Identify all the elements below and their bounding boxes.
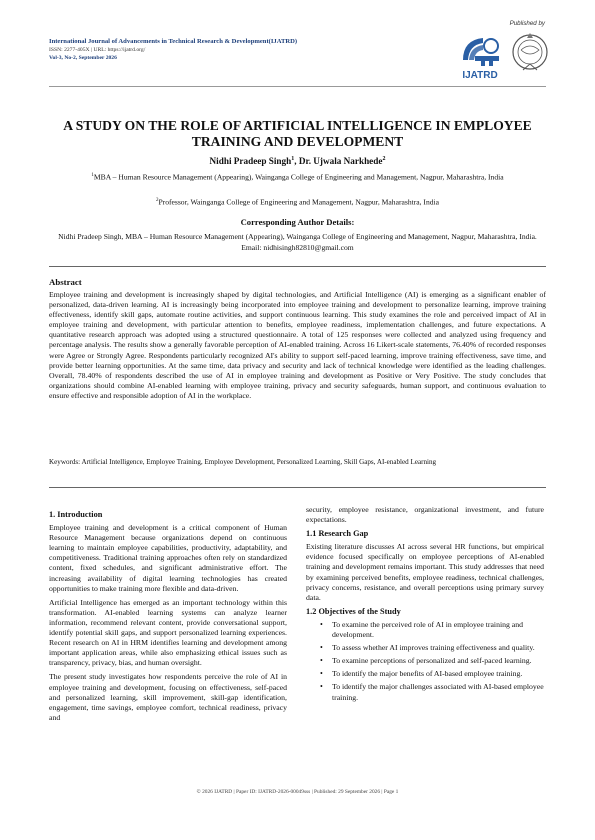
section-divider <box>49 266 546 267</box>
published-by-label: Published by <box>509 20 545 27</box>
list-item-text: To examine the perceived role of AI in employee training and development. <box>332 619 523 640</box>
affiliation-1 <box>49 171 546 183</box>
introduction-heading: 1. Introduction <box>49 510 103 519</box>
logo-text: IJATRD <box>462 70 498 81</box>
list-item <box>320 620 544 640</box>
journal-volume: Vol-3, No-2, September 2026 <box>49 55 117 61</box>
objectives-heading: 1.2 Objectives of the Study <box>306 606 401 616</box>
affiliation-text: Professor, Wainganga College of Engineering and Management, Nagpur, Maharashtra, India <box>158 197 440 207</box>
paragraph: Employee training and development is a critical component of Human Resource Management because organizations depend on continuous learning to maintain employee capabilities, productivity, adaptability, and competitiveness. Traditional training approaches often rely on standardized content, fixed schedules, and significant administrative effort. The increasing availability of digital learning technologies has created opportunities to make training more flexible and data-driven. <box>49 523 287 593</box>
corresponding-details: Nidhi Pradeep Singh, MBA – Human Resource Management (Appearing), Wainganga College of Engineering and Management, Nagpur, Maharashtra, India. Email: nidhisingh82810@gmail.com <box>58 232 537 252</box>
list-item <box>320 656 544 666</box>
list-item <box>320 643 544 653</box>
research-gap-heading: 1.1 Research Gap <box>306 529 369 539</box>
journal-meta: ISSN: 2277-405X | URL: https://ijatrd.org/ <box>49 47 146 53</box>
ijatrd-logo <box>455 30 505 82</box>
bullet-icon: • <box>320 619 323 629</box>
left-column <box>49 510 287 727</box>
list-item-text: To examine perceptions of personalized and self-paced learning. <box>332 656 532 666</box>
paragraph: Artificial Intelligence has emerged as an important technology within this transformation. AI-enabled learning systems can analyze learner information, recommend relevant content, provide conversational support, identify potential skill gaps, and support personalized learning experiences. Recent research on AI in HRM identifies learning and development among important application areas, while also emphasizing ethical issues such as transparency, privacy, bias, and human oversight. <box>49 597 287 668</box>
right-column <box>306 505 544 706</box>
corresponding-heading: Corresponding Author Details: <box>240 217 355 227</box>
seal-icon <box>509 30 551 78</box>
journal-header <box>49 20 549 82</box>
author-superscript: 1 <box>291 156 295 162</box>
affiliation-superscript: 2 <box>155 198 159 203</box>
paragraph: Existing literature discusses AI across several HR functions, but empirical evidence focused specifically on employee perceptions of AI-enabled training and development remains important. This study addresses that need by examining perceived benefits, employee readiness, technical challenges, privacy concerns, resistance, and overall perceptions using primary survey data. <box>306 542 544 602</box>
affiliation-superscript: 1 <box>91 173 94 178</box>
paragraph: The present study investigates how respondents perceive the role of AI in employee training and development, focusing on effectiveness, self-paced and personalized learning, skill improvement, skill-gap identification, engagement, time savings, employee comfort, technical readiness, privacy and <box>49 672 287 722</box>
section-divider <box>49 487 546 488</box>
paragraph: security, employee resistance, organizational investment, and future expectations. <box>306 505 544 525</box>
journal-name: International Journal of Advancements in Technical Research & Development(IJATRD) <box>49 38 298 45</box>
list-item-text: To identify the major benefits of AI-based employee training. <box>332 669 523 679</box>
keywords: Keywords: Artificial Intelligence, Employee Training, Employee Development, Personalized Learning, Skill Gaps, AI-enabled Learning <box>49 458 437 466</box>
list-item-text: To identify the major challenges associated with AI-based employee training. <box>332 682 544 702</box>
author-separator: , <box>294 156 299 167</box>
bullet-icon: • <box>320 669 323 679</box>
abstract-heading: Abstract <box>49 277 82 287</box>
author-name: Nidhi Pradeep Singh <box>209 156 292 167</box>
list-item-text: To assess whether AI improves training effectiveness and quality. <box>332 643 535 653</box>
objectives-list <box>306 620 544 703</box>
bullet-icon: • <box>320 656 323 666</box>
abstract-body: Employee training and development is increasingly shaped by digital technologies, and Artificial Intelligence (AI) is emerging as a significant enabler of personalized, data-driven learning. AI is increasingly being incorporated into employee training and development to personalize learning, improve training effectiveness, identify skill gaps, automate routine activities, and support continuous learning. This study examines the role and perceived impact of AI in employee training and development, with particular attention to benefits, employee readiness, implementation challenges, and future expectations. A quantitative research approach was adopted using a structured questionnaire. A total of 125 responses were collected and analyzed using frequency and percentage analysis. The results show a generally favorable perception of AI-enabled training. Across 16 Likert-scale statements, 76.40% of recorded responses were Agree or Strongly Agree. Respondents particularly recognized AI's ability to support self-paced learning, improve training effectiveness, save time, and provide better learning opportunities. At the same time, data privacy and security and lack of technical knowledge were identified as the leading challenges. Overall, 78.40% of respondents described the use of AI in employee training and development as Positive or Very Positive. The study concludes that organizations should combine AI-enabled learning with employee training, privacy and security safeguards, human support, and continuous evaluation to ensure effective and responsible adoption of AI in the workplace. <box>49 290 546 400</box>
bullet-icon: • <box>320 643 323 653</box>
affiliation-2 <box>49 196 546 208</box>
list-item <box>320 669 544 679</box>
paper-title: A STUDY ON THE ROLE OF ARTIFICIAL INTELLIGENCE IN EMPLOYEE TRAINING AND DEVELOPMENT <box>63 118 532 149</box>
affiliation-text: MBA – Human Resource Management (Appearing), Wainganga College of Engineering and Management, Nagpur, Maharashtra, India <box>93 172 504 182</box>
author-name: Dr. Ujwala Narkhede <box>298 156 383 167</box>
header-divider <box>49 86 546 87</box>
author-line <box>40 156 555 166</box>
list-item <box>320 682 544 702</box>
author-superscript: 2 <box>382 156 386 162</box>
page-footer: © 2026 IJATRD | Paper ID: IJATRD-2026-00049sss | Published: 29 September 2026 | Page 1 <box>196 789 399 795</box>
bullet-icon: • <box>320 682 323 692</box>
